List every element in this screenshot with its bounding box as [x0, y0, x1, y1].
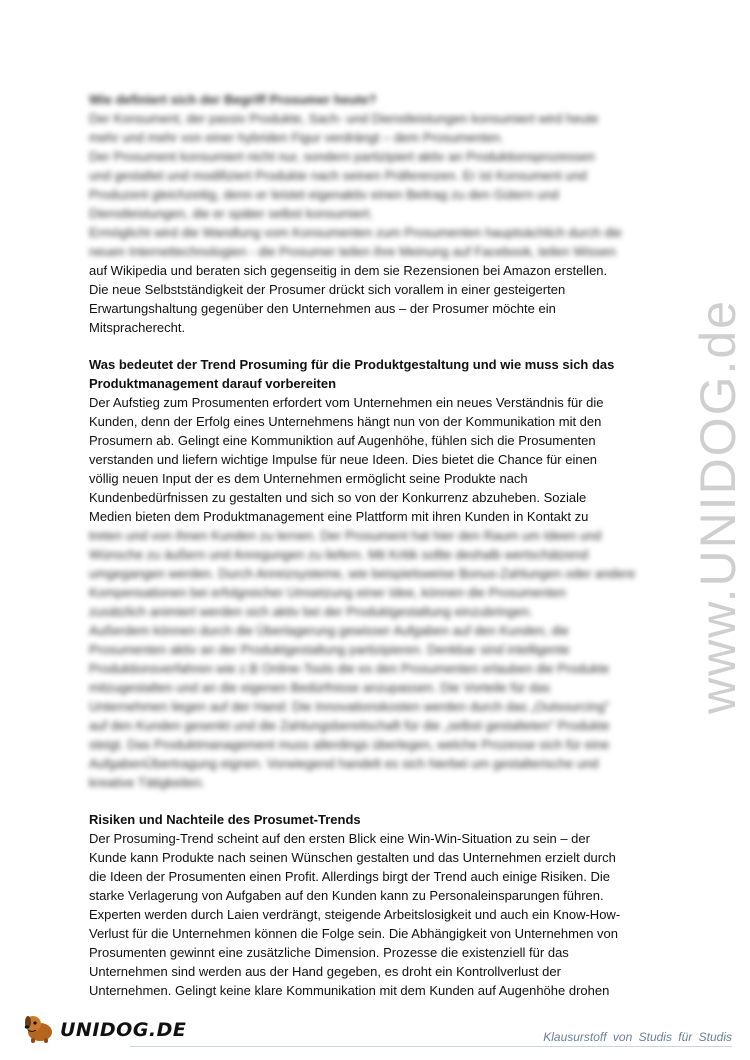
section-2-blurred-text: treten und von ihnen Kunden zu lernen. Der Prosument hat hier den Raum um Ideen und Wünsche zu äußern und Anregungen zu liefern. Mit Kritik sollte deshalb wertschätzend umgegangen werden. Durch Anreizsysteme, wie beispielsweise Bonus-Zahlungen oder andere Kompensationen bei erfolgreicher Umsetzung einer Idee, können die Prosumenten zusätzlich animiert werden sich aktiv bei der Produktgestaltung einzubringen. Außerdem können durch die Überlagerung gewisser Aufgaben auf den Kunden, die Prosumenten aktiv an der Produktgestaltung partizipieren. Denkbar sind intelligente Produktionsverfahren wie z.B Online-Tools die es den Prosumenten erlauben die Produkte mitzugestalten und an die eigenen Bedürfnisse anzupassen. Die Vorteile für das Unternehmen liegen auf der Hand: Die Innovationskosten werden durch das „Outsourcing" auf den Kunden gesenkt und die Zahlungsbereitschaft für die „selbst gestalteten" Produkte steigt. Das Produktmanagement muss allerdings überlegen, welche Prozesse sich für eine AufgabenÜbertragung eignen. Vorwiegend handelt es sich hierbei um gestalterische und kreative Tätigkeiten. — [89, 528, 636, 790]
section-1-heading: Wie definiert sich der Begriff Prosumer heute? — [89, 92, 377, 107]
section-2-heading: Was bedeutet der Trend Prosuming für die Produktgestaltung und wie muss sich das Produktmanagement darauf vorbereiten — [89, 357, 615, 391]
unidog-logo[interactable] — [22, 1014, 186, 1046]
section-1-text: auf Wikipedia und beraten sich gegenseitig in dem sie Rezensionen bei Amazon erstellen. Die neue Selbstständigkeit der Prosumer drückt sich vorallem in einer gesteigerten Erwartungshaltung gegenüber den Unternehmen aus – der Prosumer möchte ein Mitspracherecht. — [89, 263, 608, 335]
document-body — [89, 90, 669, 1000]
footer-tagline: Klausurstoff von Studis für Studis — [543, 1030, 732, 1044]
dog-icon — [22, 1012, 56, 1049]
footer-divider — [130, 1046, 732, 1047]
section-1-blurred-text: Der Konsument, der passiv Produkte, Sach- und Dienstleistungen konsumiert wird heute mehr und mehr von einer hybriden Figur verdrängt – dem Prosumenten. Der Prosument konsumiert nicht nur, sondern partizipiert aktiv an Produktionsprozessen und gestaltet und modifiziert Produkte nach seinen Präferenzen. Er ist Konsument und Produzent gleichzeitig, denn er leistet eigenaktiv einen Beitrag zu den Gütern und Dienstleistungen, die er später selbst konsumiert. Ermöglicht wird die Wandlung vom Konsumenten zum Prosumenten hauptsächlich durch die neuen Internettechnologien - die Prosumer teilen ihre Meinung auf Facebook, teilen Wissen — [89, 111, 622, 259]
section-3-heading: Risiken und Nachteile des Prosumet-Trends — [89, 812, 361, 827]
section-3-text: Der Prosuming-Trend scheint auf den ersten Blick eine Win-Win-Situation zu sein – der Kunde kann Produkte nach seinen Wünschen gestalten und das Unternehmen erzielt durch die Ideen der Prosumenten einen Profit. Allerdings birgt der Trend auch einige Risiken. Die starke Verlagerung von Aufgaben auf den Kunden kann zu Personaleinsparungen führen. Experten werden durch Laien verdrängt, steigende Arbeitslosigkeit und auch ein Know-How- Verlust für die Unternehmen können die Folge sein. Die Abhängigkeit von Unternehmen von Prosumenten gewinnt eine zusätzliche Dimension. Prozesse die existenziell für das Unternehmen sind werden aus der Hand gegeben, es droht ein Kontrollverlust der Unternehmen. Gelingt keine klare Kommunikation mit dem Kunden auf Augenhöhe drohen — [89, 831, 621, 998]
watermark: www.UNIDOG.de — [690, 299, 746, 715]
logo-text: UNIDOG.DE — [60, 1019, 187, 1041]
section-2-text: Der Aufstieg zum Prosumenten erfordert vom Unternehmen ein neues Verständnis für die Kunden, denn der Erfolg eines Unternehmens hängt nun von der Kommunikation mit den Prosumern ab. Gelingt eine Kommuniktion auf Augenhöhe, fühlen sich die Prosumenten verstanden und liefern wichtige Impulse für neue Ideen. Dies bietet die Chance für einen völlig neuen Input der es dem Unternehmen ermöglicht seine Produkte nach Kundenbedürfnissen zu gestalten und sich so von der Konkurrenz abzuheben. Soziale Medien bieten dem Produktmanagement eine Plattform mit ihren Kunden in Kontakt zu — [89, 395, 604, 524]
